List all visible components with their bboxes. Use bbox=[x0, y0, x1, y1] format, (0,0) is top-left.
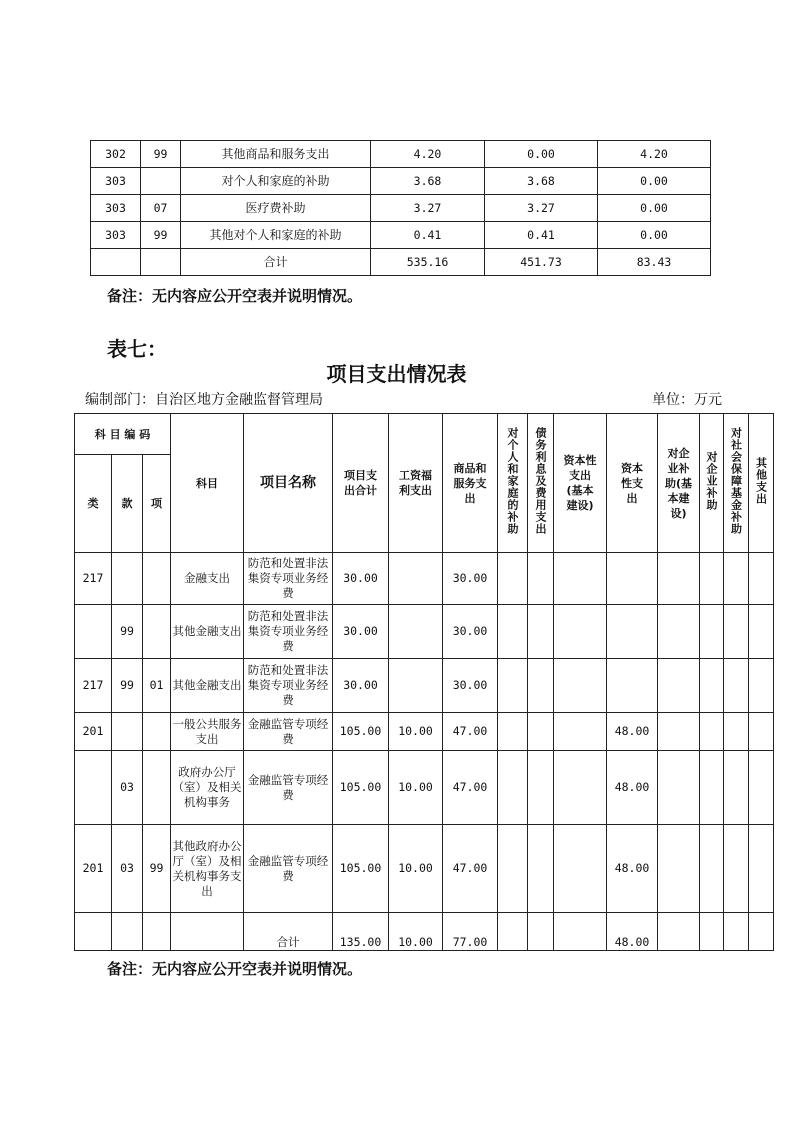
goods-cell: 47.00 bbox=[443, 713, 498, 751]
empty-cell bbox=[749, 659, 774, 713]
empty-cell bbox=[724, 825, 749, 913]
basic-cell: 451.73 bbox=[485, 249, 598, 276]
table-row bbox=[91, 168, 711, 195]
empty-cell bbox=[724, 713, 749, 751]
capital-cell: 48.00 bbox=[607, 825, 658, 913]
header-enterprise: 对企业补助 bbox=[700, 414, 724, 553]
empty-cell bbox=[658, 913, 700, 951]
subject-cell: 其他政府办公厅（室）及相关机构事务支出 bbox=[171, 825, 244, 913]
kuan-cell: 99 bbox=[141, 222, 181, 249]
empty-cell bbox=[658, 751, 700, 825]
table-row bbox=[75, 825, 774, 913]
table-row bbox=[75, 659, 774, 713]
project-total-cell: 30.00 bbox=[333, 605, 389, 659]
header-kuan: 款 bbox=[112, 455, 143, 553]
header-enterprise-basic: 对企业补助(基本建设) bbox=[658, 414, 700, 553]
header-other: 其他支出 bbox=[749, 414, 774, 553]
subject-cell: 金融支出 bbox=[171, 553, 244, 605]
xiang-cell: 99 bbox=[143, 825, 171, 913]
subject-cell: 政府办公厅（室）及相关机构事务 bbox=[171, 751, 244, 825]
empty-cell bbox=[658, 713, 700, 751]
total-cell: 4.20 bbox=[371, 141, 485, 168]
kuan-cell: 99 bbox=[112, 659, 143, 713]
empty-cell bbox=[554, 713, 607, 751]
lei-cell: 217 bbox=[75, 553, 112, 605]
project-cell: 0.00 bbox=[598, 222, 711, 249]
empty-cell bbox=[498, 913, 528, 951]
goods-cell: 30.00 bbox=[443, 553, 498, 605]
salary-cell: 10.00 bbox=[389, 713, 443, 751]
empty-cell bbox=[498, 751, 528, 825]
goods-cell: 77.00 bbox=[443, 913, 498, 951]
capital-cell bbox=[607, 659, 658, 713]
empty-cell bbox=[528, 659, 554, 713]
xiang-cell: 01 bbox=[143, 659, 171, 713]
unit-label: 单位：万元 bbox=[652, 392, 722, 408]
table-row bbox=[91, 141, 711, 168]
salary-cell: 10.00 bbox=[389, 751, 443, 825]
empty-cell bbox=[528, 825, 554, 913]
xiang-cell bbox=[143, 713, 171, 751]
kuan-cell: 99 bbox=[141, 141, 181, 168]
project-total-cell: 105.00 bbox=[333, 751, 389, 825]
basic-cell: 3.27 bbox=[485, 195, 598, 222]
empty-cell bbox=[528, 913, 554, 951]
table-row bbox=[75, 751, 774, 825]
empty-cell bbox=[498, 605, 528, 659]
lei-cell: 303 bbox=[91, 195, 141, 222]
table7 bbox=[74, 413, 774, 951]
capital-cell: 48.00 bbox=[607, 913, 658, 951]
table-row bbox=[75, 553, 774, 605]
header-code: 科 目 编 码 bbox=[75, 414, 171, 455]
header-debt: 债务利息及费用支出 bbox=[528, 414, 554, 553]
empty-cell bbox=[658, 605, 700, 659]
project-name-cell: 防范和处置非法集资专项业务经费 bbox=[244, 605, 333, 659]
empty-cell bbox=[498, 659, 528, 713]
basic-cell: 0.00 bbox=[485, 141, 598, 168]
empty-cell bbox=[528, 553, 554, 605]
project-cell: 0.00 bbox=[598, 168, 711, 195]
empty-cell bbox=[700, 825, 724, 913]
subject-cell: 其他商品和服务支出 bbox=[181, 141, 371, 168]
empty-cell bbox=[700, 713, 724, 751]
empty-cell bbox=[143, 913, 171, 951]
empty-cell bbox=[749, 713, 774, 751]
project-total-cell: 30.00 bbox=[333, 553, 389, 605]
empty-cell bbox=[700, 751, 724, 825]
basic-cell: 3.68 bbox=[485, 168, 598, 195]
header-capital-basic: 资本性支出(基本建设) bbox=[554, 414, 607, 553]
lei-cell bbox=[75, 605, 112, 659]
salary-cell bbox=[389, 659, 443, 713]
empty-cell bbox=[75, 913, 112, 951]
goods-cell: 30.00 bbox=[443, 605, 498, 659]
lei-cell: 302 bbox=[91, 141, 141, 168]
kuan-cell: 03 bbox=[112, 825, 143, 913]
total-row bbox=[75, 913, 774, 951]
empty-cell bbox=[554, 751, 607, 825]
empty-cell bbox=[724, 659, 749, 713]
table6 bbox=[90, 140, 711, 276]
table-row bbox=[75, 713, 774, 751]
table7-title: 项目支出情况表 bbox=[326, 362, 467, 386]
total-cell: 3.68 bbox=[371, 168, 485, 195]
empty-cell bbox=[554, 825, 607, 913]
kuan-cell bbox=[112, 553, 143, 605]
empty-cell bbox=[498, 713, 528, 751]
lei-cell: 303 bbox=[91, 168, 141, 195]
empty-cell bbox=[700, 913, 724, 951]
xiang-cell bbox=[143, 553, 171, 605]
subject-cell: 其他对个人和家庭的补助 bbox=[181, 222, 371, 249]
total-label: 合计 bbox=[181, 249, 371, 276]
table-row bbox=[91, 222, 711, 249]
total-row bbox=[91, 249, 711, 276]
empty-cell bbox=[91, 249, 141, 276]
empty-cell bbox=[498, 553, 528, 605]
empty-cell bbox=[724, 553, 749, 605]
subject-cell: 一般公共服务支出 bbox=[171, 713, 244, 751]
empty-cell bbox=[554, 553, 607, 605]
capital-cell bbox=[607, 605, 658, 659]
kuan-cell bbox=[141, 168, 181, 195]
subject-cell: 医疗费补助 bbox=[181, 195, 371, 222]
project-name-cell: 防范和处置非法集资专项业务经费 bbox=[244, 659, 333, 713]
header-social: 对社会保障基金补助 bbox=[724, 414, 749, 553]
empty-cell bbox=[749, 605, 774, 659]
lei-cell: 303 bbox=[91, 222, 141, 249]
empty-cell bbox=[658, 659, 700, 713]
empty-cell bbox=[700, 553, 724, 605]
kuan-cell bbox=[112, 713, 143, 751]
department-label: 编制部门：自治区地方金融监督管理局 bbox=[85, 392, 323, 408]
header-personal: 对个人和家庭的补助 bbox=[498, 414, 528, 553]
project-total-cell: 105.00 bbox=[333, 713, 389, 751]
capital-cell: 48.00 bbox=[607, 713, 658, 751]
table7-note: 备注：无内容应公开空表并说明情况。 bbox=[107, 960, 363, 978]
empty-cell bbox=[528, 751, 554, 825]
empty-cell bbox=[554, 913, 607, 951]
kuan-cell: 03 bbox=[112, 751, 143, 825]
goods-cell: 47.00 bbox=[443, 825, 498, 913]
project-cell: 0.00 bbox=[598, 195, 711, 222]
total-cell: 3.27 bbox=[371, 195, 485, 222]
empty-cell bbox=[171, 913, 244, 951]
table6-note: 备注：无内容应公开空表并说明情况。 bbox=[107, 287, 363, 305]
empty-cell bbox=[749, 825, 774, 913]
empty-cell bbox=[554, 659, 607, 713]
kuan-cell: 07 bbox=[141, 195, 181, 222]
empty-cell bbox=[724, 913, 749, 951]
empty-cell bbox=[498, 825, 528, 913]
total-cell: 535.16 bbox=[371, 249, 485, 276]
project-total-cell: 135.00 bbox=[333, 913, 389, 951]
empty-cell bbox=[749, 751, 774, 825]
project-cell: 4.20 bbox=[598, 141, 711, 168]
xiang-cell bbox=[143, 605, 171, 659]
empty-cell bbox=[141, 249, 181, 276]
xiang-cell bbox=[143, 751, 171, 825]
empty-cell bbox=[724, 605, 749, 659]
empty-cell bbox=[749, 913, 774, 951]
lei-cell bbox=[75, 751, 112, 825]
header-project-name: 项目名称 bbox=[244, 414, 333, 553]
subject-cell: 其他金融支出 bbox=[171, 605, 244, 659]
kuan-cell: 99 bbox=[112, 605, 143, 659]
header-lei: 类 bbox=[75, 455, 112, 553]
header-project-total: 项目支出合计 bbox=[333, 414, 389, 553]
capital-cell: 48.00 bbox=[607, 751, 658, 825]
capital-cell bbox=[607, 553, 658, 605]
project-name-cell: 防范和处置非法集资专项业务经费 bbox=[244, 553, 333, 605]
table-row bbox=[91, 195, 711, 222]
project-total-cell: 105.00 bbox=[333, 825, 389, 913]
table-row bbox=[75, 605, 774, 659]
empty-cell bbox=[700, 605, 724, 659]
empty-cell bbox=[112, 913, 143, 951]
basic-cell: 0.41 bbox=[485, 222, 598, 249]
header-capital: 资本性支出 bbox=[607, 414, 658, 553]
table7-label: 表七： bbox=[107, 337, 167, 361]
subject-cell: 对个人和家庭的补助 bbox=[181, 168, 371, 195]
empty-cell bbox=[658, 825, 700, 913]
empty-cell bbox=[724, 751, 749, 825]
subject-cell: 其他金融支出 bbox=[171, 659, 244, 713]
goods-cell: 30.00 bbox=[443, 659, 498, 713]
project-total-cell: 30.00 bbox=[333, 659, 389, 713]
salary-cell: 10.00 bbox=[389, 825, 443, 913]
project-cell: 83.43 bbox=[598, 249, 711, 276]
total-cell: 0.41 bbox=[371, 222, 485, 249]
goods-cell: 47.00 bbox=[443, 751, 498, 825]
header-xiang: 项 bbox=[143, 455, 171, 553]
empty-cell bbox=[528, 713, 554, 751]
header-salary: 工资福利支出 bbox=[389, 414, 443, 553]
salary-cell: 10.00 bbox=[389, 913, 443, 951]
salary-cell bbox=[389, 605, 443, 659]
lei-cell: 217 bbox=[75, 659, 112, 713]
empty-cell bbox=[658, 553, 700, 605]
project-name-cell: 金融监管专项经费 bbox=[244, 825, 333, 913]
empty-cell bbox=[700, 659, 724, 713]
project-name-cell: 金融监管专项经费 bbox=[244, 751, 333, 825]
header-goods: 商品和服务支出 bbox=[443, 414, 498, 553]
lei-cell: 201 bbox=[75, 825, 112, 913]
project-name-cell: 金融监管专项经费 bbox=[244, 713, 333, 751]
salary-cell bbox=[389, 553, 443, 605]
header-subject: 科目 bbox=[171, 414, 244, 553]
lei-cell: 201 bbox=[75, 713, 112, 751]
empty-cell bbox=[554, 605, 607, 659]
total-label: 合计 bbox=[244, 913, 333, 951]
empty-cell bbox=[528, 605, 554, 659]
empty-cell bbox=[749, 553, 774, 605]
